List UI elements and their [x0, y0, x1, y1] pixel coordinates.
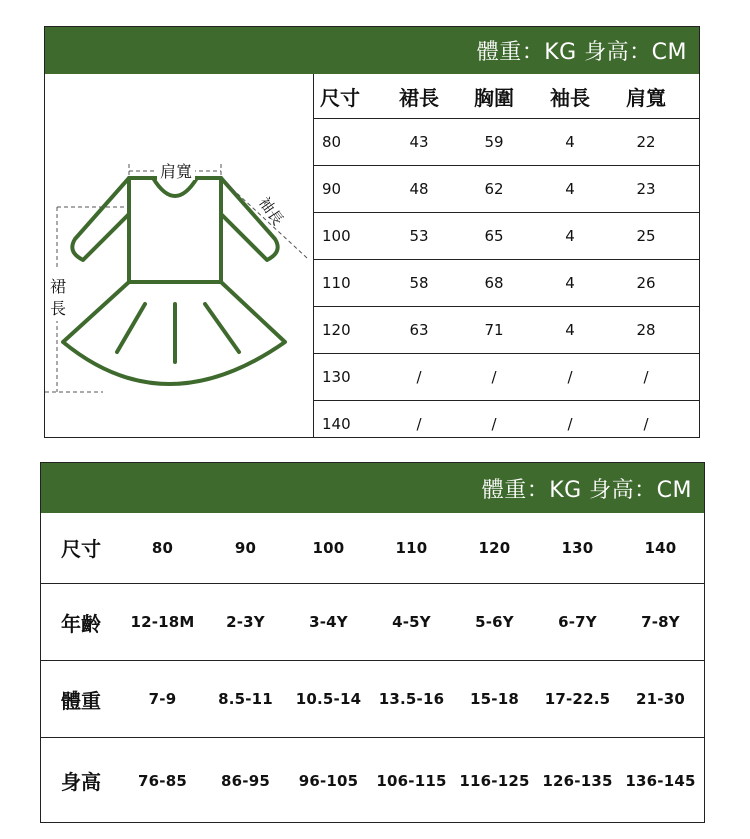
cell-weight: 13.5-16 [378, 690, 445, 708]
cell-height: 76-85 [138, 771, 187, 790]
row-label-age: 年齡 [61, 611, 101, 636]
cell-height: 106-115 [376, 771, 447, 790]
cell-weight: 17-22.5 [544, 690, 611, 708]
table-row [314, 400, 699, 447]
row-label-height: 身高 [61, 770, 101, 794]
cell-size: 130 [561, 538, 594, 557]
cell-height: 96-105 [298, 771, 359, 790]
table2-unit-note: 體重：KG 身高：CM [481, 477, 692, 503]
cell-weight: 7-9 [148, 690, 177, 708]
table-row [41, 513, 704, 582]
dress-diagram [45, 74, 313, 438]
skirt-length-label-2: 長 [49, 299, 67, 318]
cell-chest: 65 [484, 227, 504, 245]
cell-skirt-length: / [416, 368, 422, 386]
cell-age: 3-4Y [309, 613, 348, 631]
cell-skirt-length: 63 [409, 321, 429, 339]
size-chart-age-guide [40, 462, 705, 823]
cell-size: 110 [395, 538, 428, 557]
cell-skirt-length: 58 [409, 274, 429, 292]
cell-size: 140 [644, 538, 677, 557]
dress-illustration [45, 74, 313, 437]
dress-left-sleeve [72, 178, 129, 260]
cell-age: 6-7Y [558, 613, 597, 631]
cell-size: 80 [151, 538, 174, 557]
sleeve-length-label: 袖長 [255, 193, 288, 229]
cell-height: 126-135 [542, 771, 613, 790]
cell-weight: 8.5-11 [218, 690, 273, 708]
cell-sleeve-length: 4 [565, 180, 575, 198]
table1-unit-note: 體重：KG 身高：CM [476, 40, 687, 65]
col-header-skirt-length: 裙長 [399, 85, 439, 110]
cell-age: 7-8Y [641, 613, 680, 631]
cell-chest: 59 [484, 133, 504, 151]
col-header-chest: 胸圍 [474, 85, 514, 110]
cell-shoulder-width: 28 [636, 321, 656, 339]
table1-header-bar [45, 27, 699, 74]
cell-age: 2-3Y [226, 613, 265, 631]
cell-height: 116-125 [459, 771, 530, 790]
col-header-size: 尺寸 [320, 85, 360, 110]
cell-sleeve-length: 4 [565, 274, 575, 292]
cell-sleeve-length: / [567, 415, 573, 433]
cell-sleeve-length: / [567, 368, 573, 386]
cell-sleeve-length: 4 [565, 133, 575, 151]
cell-size: 90 [322, 180, 342, 198]
table-row [314, 118, 699, 165]
table-row [314, 353, 699, 400]
table2-header-bar [41, 463, 704, 513]
cell-shoulder-width: 26 [636, 274, 656, 292]
cell-age: 5-6Y [475, 613, 514, 631]
shoulder-width-label: 肩寬 [159, 162, 193, 181]
cell-size: 100 [312, 538, 345, 557]
skirt-length-label-1: 裙 [49, 277, 67, 296]
row-label-size: 尺寸 [61, 537, 101, 561]
table-row [314, 212, 699, 259]
cell-size: 120 [322, 321, 351, 339]
cell-skirt-length: / [416, 415, 422, 433]
cell-shoulder-width: / [643, 415, 649, 433]
cell-height: 136-145 [625, 771, 696, 790]
cell-size: 100 [322, 227, 351, 245]
cell-chest: 71 [484, 321, 504, 339]
col-header-shoulder-width: 肩寬 [626, 85, 666, 110]
cell-sleeve-length: 4 [565, 321, 575, 339]
cell-size: 120 [478, 538, 511, 557]
dress-bodice [129, 178, 221, 282]
cell-shoulder-width: / [643, 368, 649, 386]
cell-size: 80 [322, 133, 342, 151]
table-row [41, 660, 704, 737]
cell-chest: 68 [484, 274, 504, 292]
cell-skirt-length: 48 [409, 180, 429, 198]
cell-size: 130 [322, 368, 351, 386]
table-row [314, 165, 699, 212]
table-row [41, 583, 704, 660]
cell-chest: 62 [484, 180, 504, 198]
table-row [314, 259, 699, 306]
cell-weight: 15-18 [470, 690, 519, 708]
cell-sleeve-length: 4 [565, 227, 575, 245]
cell-size: 110 [322, 274, 351, 292]
table1-header-row [314, 74, 699, 118]
col-header-sleeve-length: 袖長 [550, 85, 590, 110]
cell-weight: 21-30 [636, 690, 685, 708]
cell-shoulder-width: 25 [636, 227, 656, 245]
size-chart-measurements [44, 26, 700, 438]
cell-skirt-length: 43 [409, 133, 429, 151]
cell-age: 12-18M [130, 613, 195, 631]
cell-age: 4-5Y [392, 613, 431, 631]
cell-height: 86-95 [221, 771, 270, 790]
cell-shoulder-width: 23 [636, 180, 656, 198]
table-row [314, 306, 699, 353]
cell-size: 140 [322, 415, 351, 433]
cell-weight: 10.5-14 [295, 690, 362, 708]
table-row [41, 737, 704, 823]
cell-chest: / [491, 415, 497, 433]
cell-chest: / [491, 368, 497, 386]
cell-shoulder-width: 22 [636, 133, 656, 151]
cell-size: 90 [234, 538, 257, 557]
table1-grid [313, 74, 699, 437]
row-label-weight: 體重 [61, 688, 101, 713]
cell-skirt-length: 53 [409, 227, 429, 245]
